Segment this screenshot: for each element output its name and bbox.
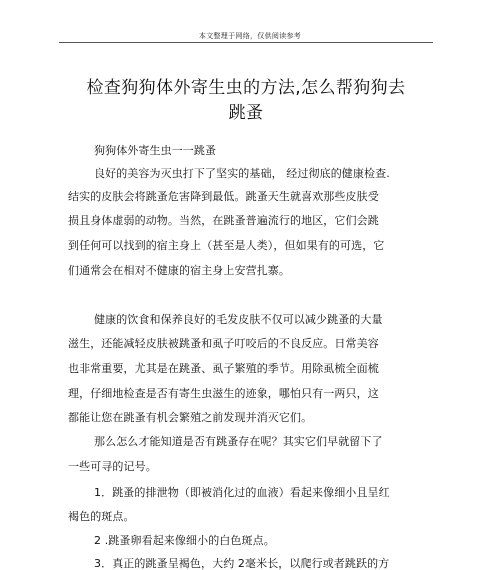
paragraph-line: 理，仔细地检查是否有寄生虫滋生的迹象，哪怕只有一两只，这: [68, 387, 379, 400]
header-note: 本文整理于网络，仅供阅读参考: [198, 32, 302, 40]
title-line-1: 检查狗狗体外寄生虫的方法,怎么帮狗狗去: [86, 78, 406, 98]
paragraph-line: 滋生，还能减轻皮肤被跳蚤和虱子叮咬后的不良反应。日常美容: [68, 337, 379, 350]
paragraph-line: 们通常会在相对不健康的宿主身上安营扎寨。: [68, 264, 290, 277]
title-line-2: 跳蚤: [228, 103, 264, 123]
paragraph-line: 也非常重要，尤其是在跳蚤、虱子繁殖的季节。用除虱梳全面梳: [68, 362, 379, 375]
paragraph-line: 到任何可以找到的宿主身上（甚至是人类），但如果有的可选，它: [68, 239, 385, 252]
header-divider: [59, 42, 433, 43]
subheading: 狗狗体外寄生虫一一跳蚤: [94, 144, 217, 157]
paragraph-line: 一些可寻的记号。: [68, 460, 157, 473]
paragraph-line: 良好的美容为灭虫打下了坚实的基础， 经过彻底的健康检查.: [94, 167, 390, 180]
paragraph-line: 健康的饮食和保养良好的毛发皮肤不仅可以减少跳蚤的大量: [94, 313, 383, 326]
paragraph-line: 那么怎么才能知道是否有跳蚤存在呢？其实它们早就留下了: [94, 435, 383, 448]
list-item-line: 1．跳蚤的排泄物（即被消化过的血液）看起来像细小且呈红: [94, 486, 390, 499]
paragraph-line: 结实的皮肤会将跳蚤危害降到最低。跳蚤天生就喜欢那些皮肤受: [68, 190, 379, 203]
list-item-line: 2 .跳蚤卵看起来像细小的白色斑点。: [94, 534, 275, 547]
list-item-line: 褐色的斑点。: [68, 510, 135, 523]
paragraph-line: 都能让您在跳蚤有机会繁殖之前发现并消灭它们。: [68, 411, 313, 424]
paragraph-line: 损且身体虚弱的动物。当然，在跳蚤普遍流行的地区，它们会跳: [68, 214, 379, 227]
document-title: [60, 76, 432, 126]
list-item-line: 3．真正的跳蚤呈褐色，大约 2毫米长，以爬行或者跳跃的方: [94, 557, 390, 570]
